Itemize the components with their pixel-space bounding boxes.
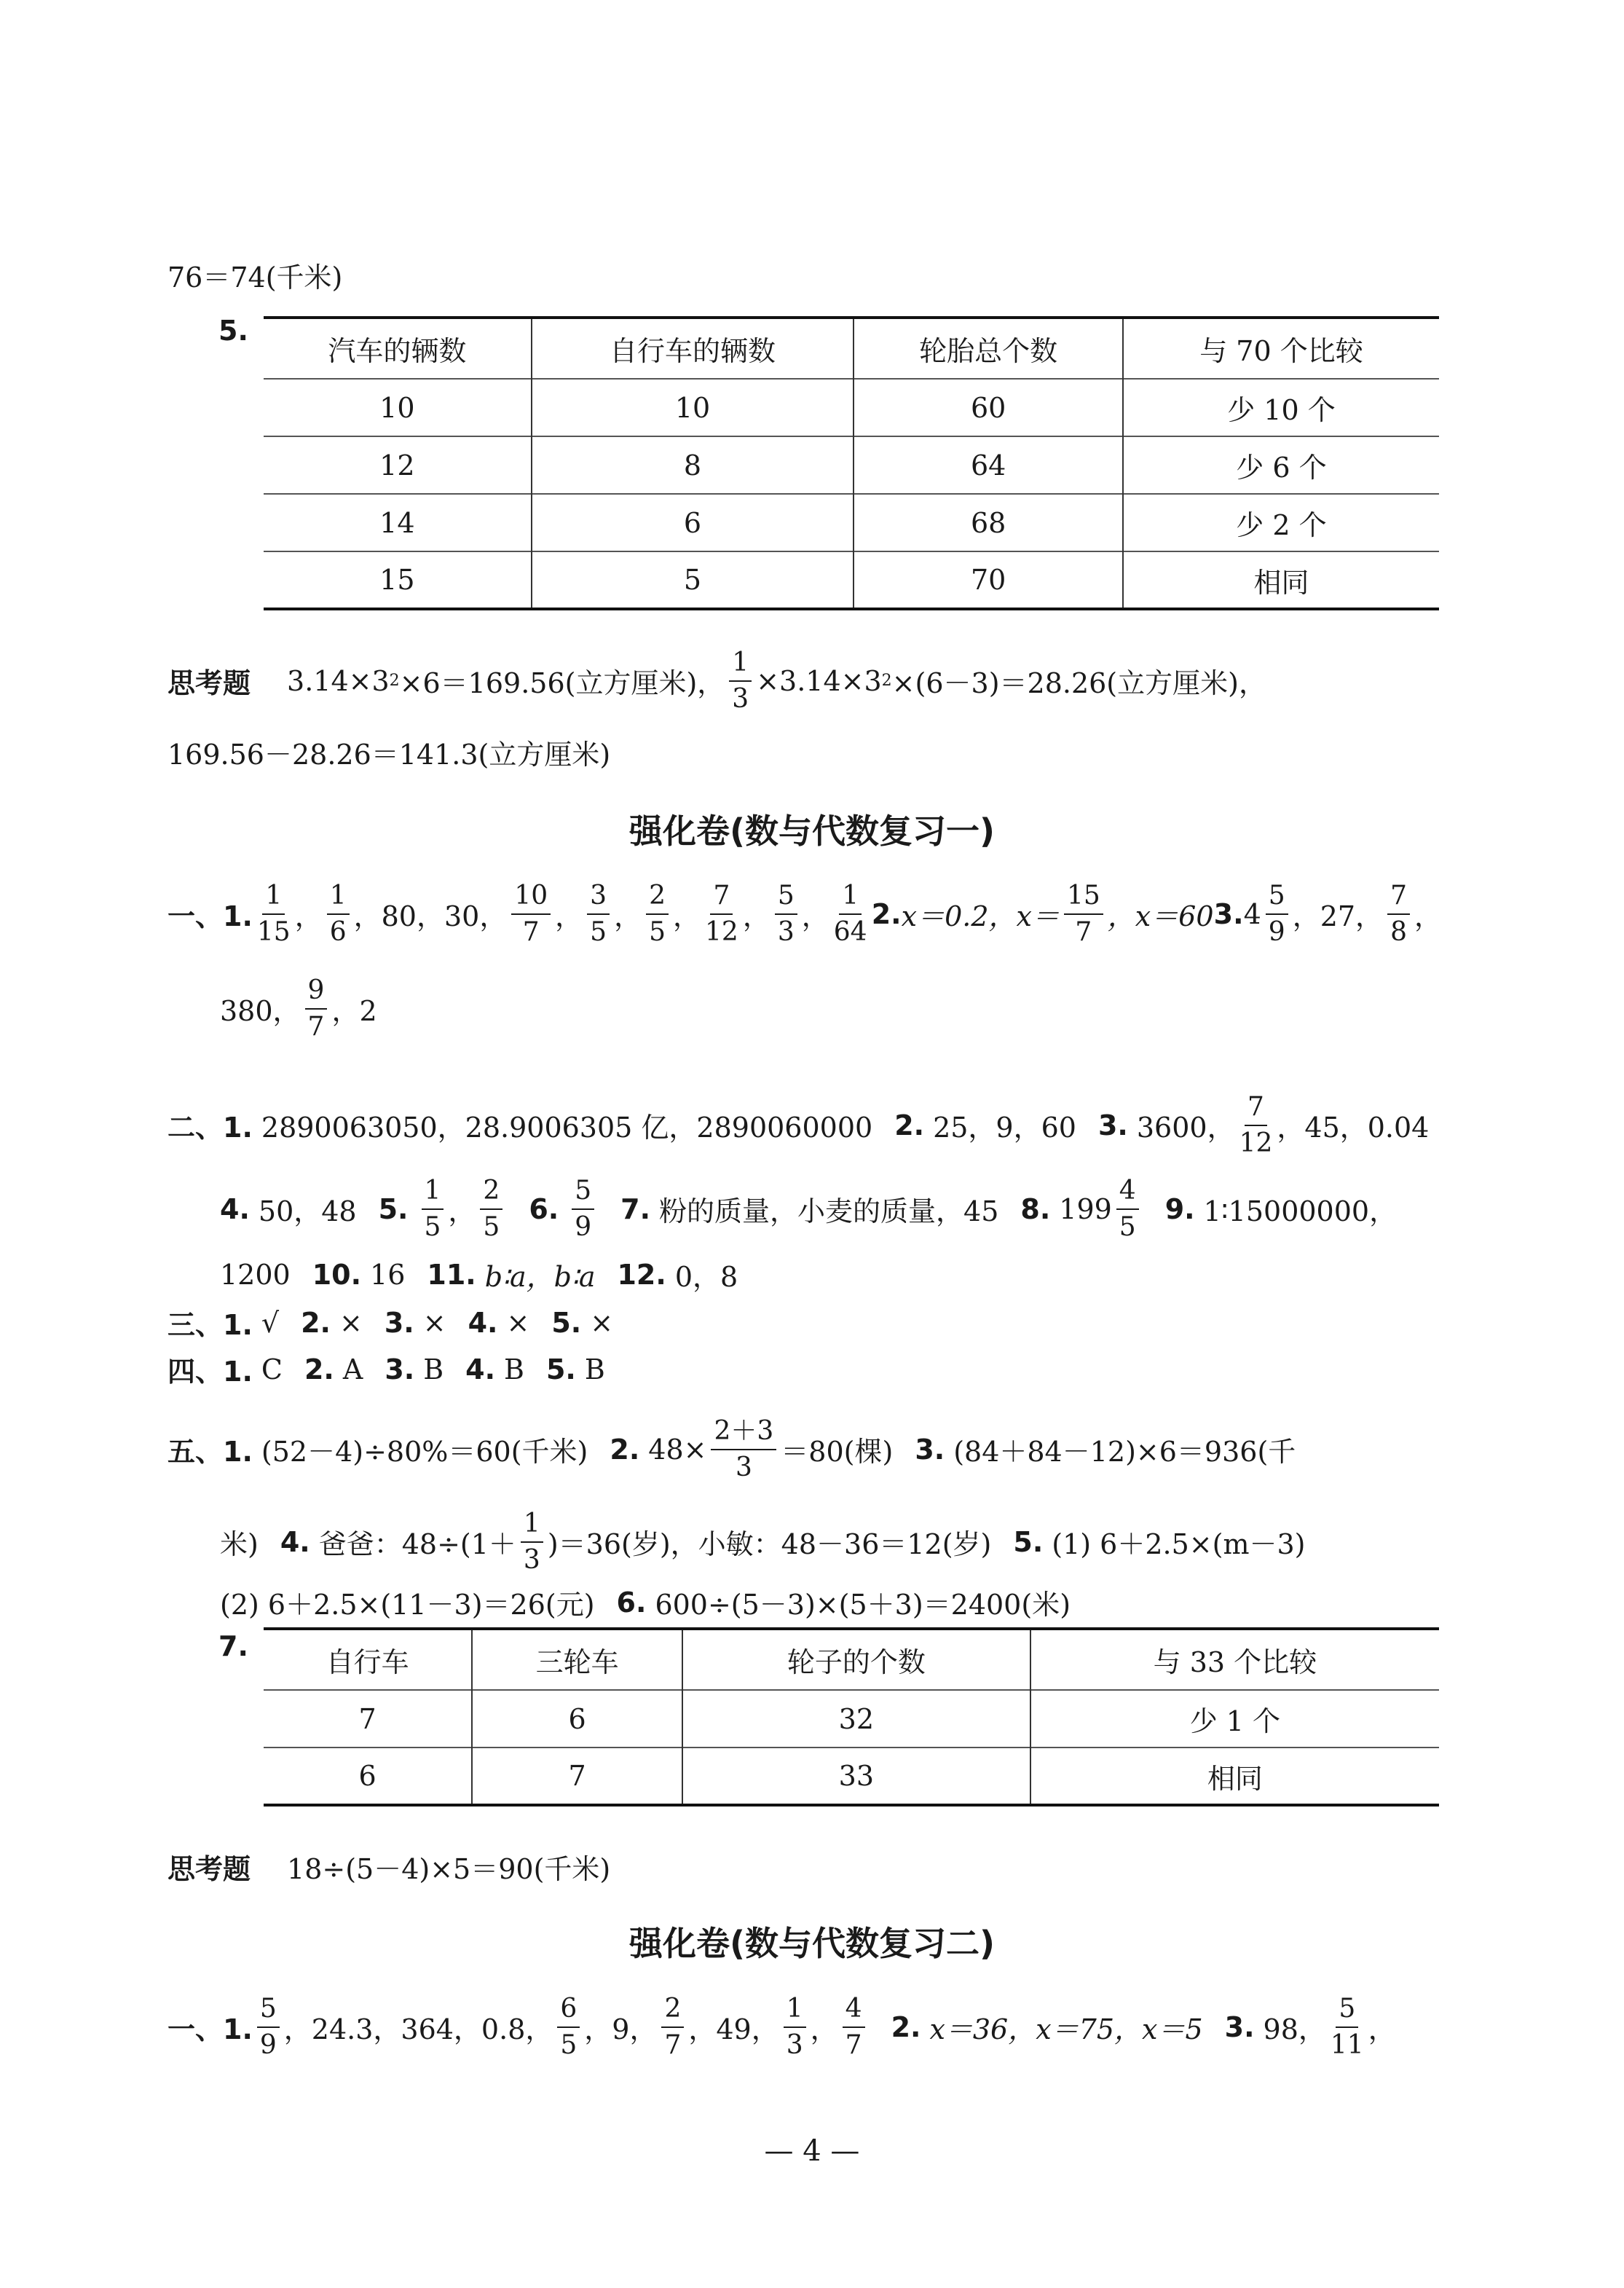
fraction: $\frac{2}{7}$	[661, 1994, 684, 2059]
table-cell: 10	[379, 391, 415, 424]
table-cell: 70	[854, 551, 1123, 609]
table-cell: 7	[358, 1702, 377, 1735]
answer-line: 一、1. $\frac{1}{15}$ ， $\frac{1}{6}$ ，80，30， $\frac{10}{7}$ ， $\frac{3}{5}$ ， $\frac{2}{5}$ ， $\frac{7}{12}$ ， $\frac{5}{3}$ ， $\frac{1}{64}$ 2. x＝0.2，x＝ $\frac{15}{7}$ ，x＝60 3. 4 $\frac{5}{9}$ ，27， $\frac{7}{8}$ ，	[167, 881, 1442, 947]
table-header-row	[264, 318, 1439, 379]
table-row	[264, 436, 1439, 494]
table-cell: 少 1 个	[1030, 1690, 1439, 1748]
table-cell: 7	[472, 1748, 682, 1805]
text-line: 169.56－28.26＝141.3(立方厘米)	[167, 739, 611, 771]
table-cell: 33	[682, 1748, 1030, 1805]
fraction: $\frac{1}{5}$	[422, 1176, 444, 1241]
answer-line: 五、1. (52－4)÷80%＝60(千米) 2. 48× $\frac{2+3}{3}$ ＝80(棵) 3. (84＋84－12)×6＝936(千	[167, 1416, 1296, 1482]
table-cell: 15	[379, 564, 415, 596]
text-line	[167, 255, 1442, 295]
fraction: $\frac{7}{8}$	[1387, 881, 1410, 946]
section-title: 强化卷(数与代数复习一)	[628, 811, 996, 851]
table-cell: 60	[854, 379, 1123, 436]
answer-line: 380， $\frac{9}{7}$ ，2	[220, 975, 377, 1042]
answer-line: 4. 50，48 5. $\frac{1}{5}$ ， $\frac{2}{5}$ 6. $\frac{5}{9}$ 7. 粉的质量，小麦的质量，45 8. 199 $\frac{4}{5}$ 9. 1∶15000000，	[220, 1176, 1398, 1242]
table-header-cell: 轮胎总个数	[854, 318, 1123, 379]
answer-text: 76＝74(千米)	[167, 262, 343, 294]
fraction: $\frac{1}{64}$	[833, 881, 867, 947]
answer-line: 二、1. 2890063050，28.9006305 亿，2890060000 2. 25，9，60 3. 3600， $\frac{7}{12}$ ，45，0.04	[167, 1092, 1430, 1158]
think-question-line: 思考题 3.14×3 2 ×6＝169.56(立方厘米)， $\frac{1}{3}$ ×3.14×3 2 ×(6－3)＝28.26(立方厘米)，	[167, 648, 1266, 714]
table-header-cell: 自行车的辆数	[532, 318, 854, 379]
question-number: 5.	[218, 315, 248, 347]
table-cell: 少 2 个	[1123, 494, 1439, 551]
fraction: $\frac{2+3}{3}$	[711, 1417, 776, 1482]
fraction: $\frac{1}{6}$	[327, 881, 350, 946]
table-header-cell: 与 70 个比较	[1123, 318, 1439, 379]
fraction: $\frac{7}{12}$	[705, 881, 738, 947]
answer-line: (2) 6＋2.5×(11－3)＝26(元) 6. 600÷(5－3)×(5＋3)＝2400(米)	[220, 1586, 1071, 1621]
fraction: $\frac{4}{7}$	[843, 1994, 865, 2059]
fraction: $\frac{2}{5}$	[480, 1176, 502, 1241]
fraction: $\frac{1}{3}$	[521, 1509, 543, 1574]
fraction: $\frac{5}{9}$	[1266, 881, 1288, 946]
table-cell: 相同	[1123, 551, 1439, 609]
table-cell: 8	[532, 436, 854, 494]
table-header-cell: 与 33 个比较	[1030, 1629, 1439, 1690]
table-cell: 6	[532, 494, 854, 551]
answer-line: 三、1. √ 2. × 3. × 4. × 5. ×	[167, 1306, 614, 1341]
table-cell: 32	[682, 1690, 1030, 1748]
table-cell: 少 10 个	[1123, 379, 1439, 436]
fraction: $\frac{10}{7}$	[511, 881, 551, 946]
answer-table-1	[264, 316, 1439, 610]
table-header-cell: 自行车	[326, 1646, 409, 1678]
table-row	[264, 1748, 1439, 1805]
fraction: $\frac{5}{9}$	[257, 1994, 280, 2059]
table-cell: 6	[358, 1760, 377, 1792]
fraction: $\frac{5}{11}$	[1330, 1994, 1364, 2060]
table-cell: 10	[532, 379, 854, 436]
fraction: $\frac{15}{7}$	[1064, 881, 1103, 946]
question-number: 7.	[218, 1630, 248, 1662]
table-header-cell: 汽车的辆数	[328, 335, 467, 367]
table-cell: 相同	[1030, 1748, 1439, 1805]
think-question-line: 思考题 18÷(5－4)×5＝90(千米)	[167, 1853, 611, 1885]
table-cell: 5	[532, 551, 854, 609]
fraction: $\frac{9}{7}$	[305, 976, 328, 1041]
table-row	[264, 494, 1439, 551]
table-cell: 少 6 个	[1123, 436, 1439, 494]
table-cell: 68	[854, 494, 1123, 551]
table-row	[264, 379, 1439, 436]
fraction: $\frac{4}{5}$	[1116, 1176, 1139, 1241]
answer-line: 1200 10. 16 11. b∶a，b∶a 12. 0，8	[220, 1258, 738, 1293]
answer-line: 四、1. C 2. A 3. B 4. B 5. B	[167, 1353, 605, 1388]
table-cell: 12	[379, 449, 415, 481]
section-title: 强化卷(数与代数复习二)	[628, 1924, 996, 1963]
fraction: $\frac{6}{5}$	[557, 1994, 580, 2059]
page-number: — 4 —	[764, 2134, 860, 2168]
table-header-cell: 三轮车	[472, 1629, 682, 1690]
fraction: $\frac{5}{9}$	[572, 1176, 594, 1241]
answer-line: 米) 4. 爸爸：48÷(1＋ $\frac{1}{3}$ )＝36(岁)，小敏：48－36＝12(岁) 5. (1) 6＋2.5×(m－3)	[220, 1509, 1306, 1575]
answer-line: 一、1. $\frac{5}{9}$ ，24.3，364，0.8， $\frac{6}{5}$ ，9， $\frac{2}{7}$ ，49， $\frac{1}{3}$ ， $\frac{4}{7}$ 2. x＝36，x＝75，x＝5 3. 98， $\frac{5}{11}$ ，	[167, 1994, 1396, 2060]
think-label: 思考题	[167, 667, 251, 700]
fraction: $\frac{7}{12}$	[1239, 1092, 1273, 1158]
fraction: $\frac{2}{5}$	[646, 881, 669, 946]
fraction: $\frac{3}{5}$	[587, 881, 610, 946]
table-header-row	[264, 1629, 1439, 1690]
table-cell: 64	[854, 436, 1123, 494]
fraction: $\frac{1}{3}$	[784, 1994, 806, 2059]
fraction: $\frac{5}{3}$	[775, 881, 797, 946]
table-cell: 6	[472, 1690, 682, 1748]
fraction: $\frac{1}{3}$	[729, 648, 752, 713]
table-row	[264, 551, 1439, 609]
table-header-cell: 轮子的个数	[682, 1629, 1030, 1690]
fraction: $\frac{1}{15}$	[256, 881, 291, 947]
answer-table-2	[264, 1627, 1439, 1807]
table-cell: 14	[379, 506, 415, 539]
table-row	[264, 1690, 1439, 1748]
